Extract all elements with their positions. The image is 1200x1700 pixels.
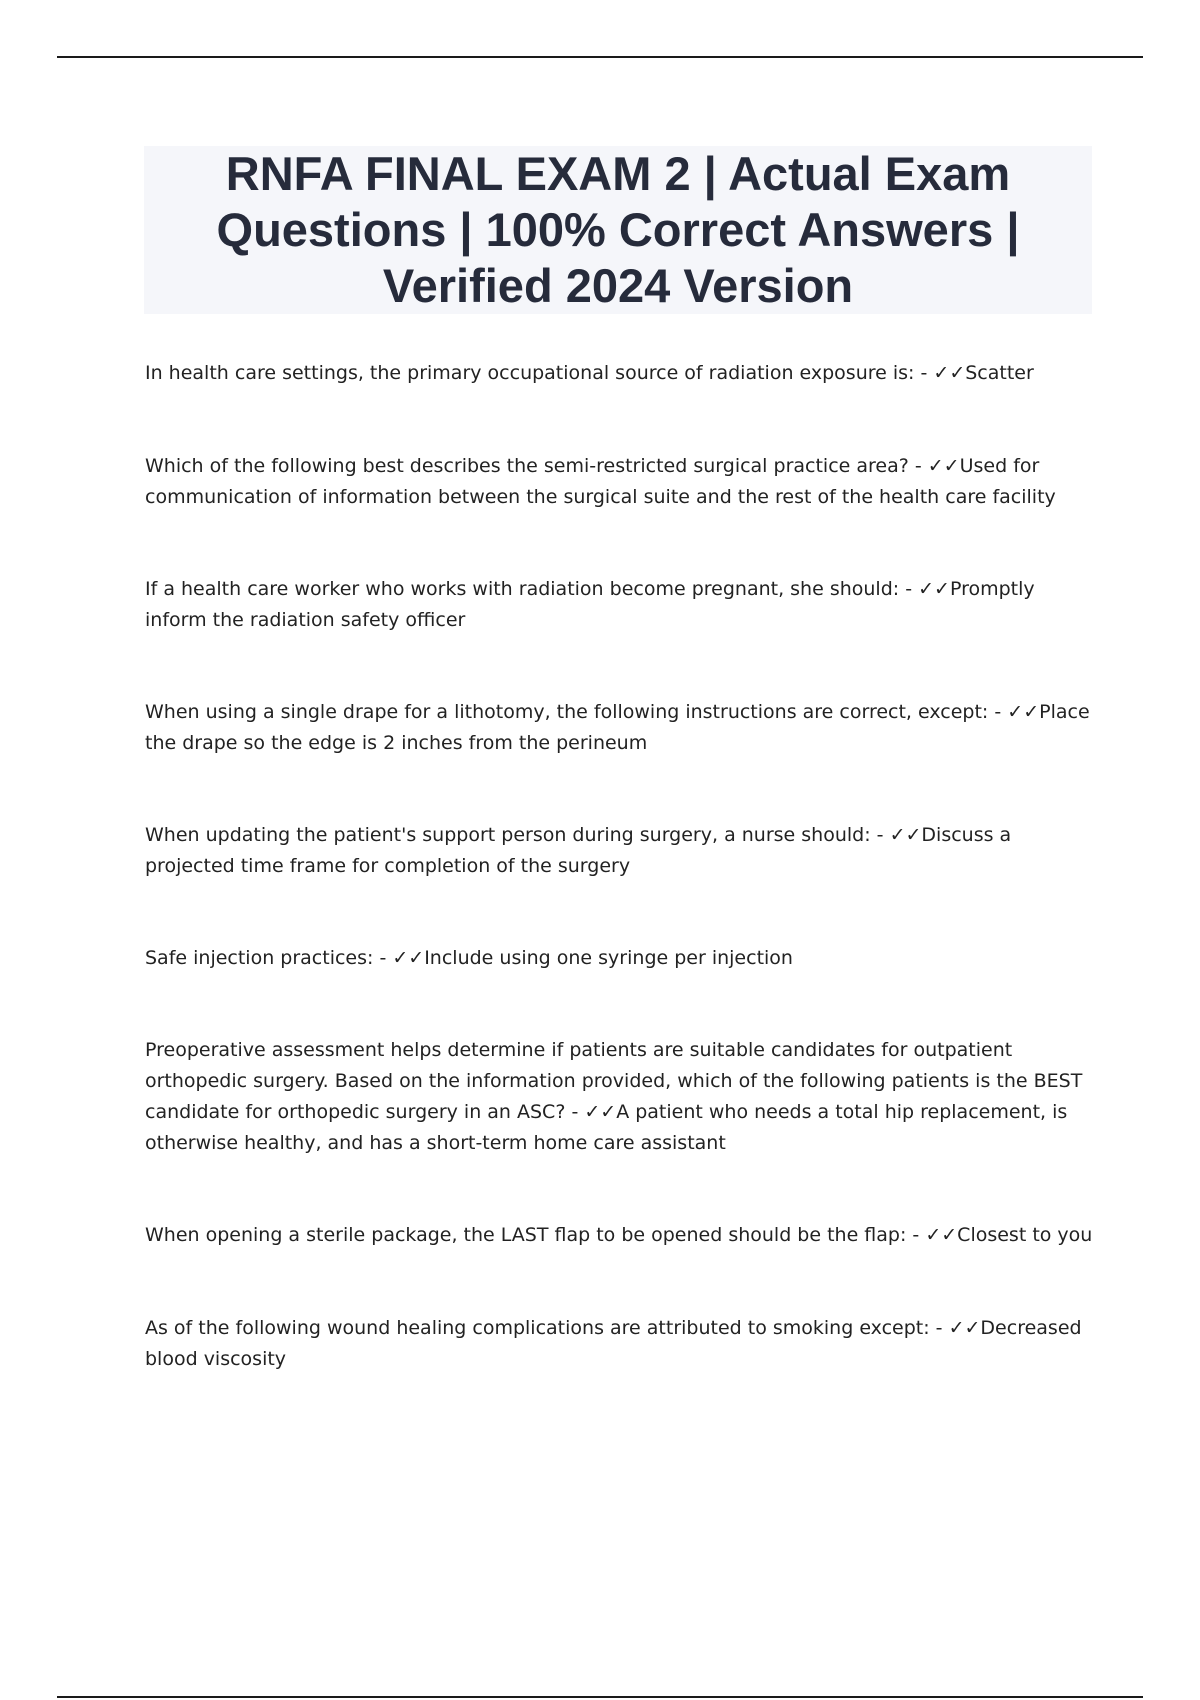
question-text: If a health care worker who works with radiation become pregnant, she should: xyxy=(145,578,900,600)
answer-text: Include using one syringe per injection xyxy=(424,947,793,969)
separator: - xyxy=(899,578,919,600)
question-text: When updating the patient's support person during surgery, a nurse should: xyxy=(145,824,871,846)
check-marks-icon: ✓✓ xyxy=(392,947,425,969)
separator: - xyxy=(906,1224,926,1246)
question-item xyxy=(145,451,1095,513)
question-item xyxy=(145,943,1095,974)
question-text: Safe injection practices: xyxy=(145,947,374,969)
check-marks-icon: ✓✓ xyxy=(925,1224,958,1246)
separator: - xyxy=(908,455,928,477)
question-text: Which of the following best describes the semi-restricted surgical practice area? xyxy=(145,455,909,477)
question-text: When using a single drape for a lithotomy, the following instructions are correct, except: xyxy=(145,701,989,723)
question-item xyxy=(145,697,1095,759)
answer-text: Used for communication of information between the surgical suite and the rest of the health care facility xyxy=(145,455,1056,508)
question-item xyxy=(145,574,1095,636)
question-item xyxy=(145,820,1095,882)
answer-text: Place the drape so the edge is 2 inches from the perineum xyxy=(145,701,1090,754)
check-marks-icon: ✓✓ xyxy=(933,362,966,384)
answer-text: Promptly inform the radiation safety officer xyxy=(145,578,1035,631)
check-marks-icon: ✓✓ xyxy=(889,824,922,846)
check-marks-icon: ✓✓ xyxy=(948,1317,981,1339)
answer-text: Decreased blood viscosity xyxy=(145,1317,1082,1370)
question-text: In health care settings, the primary occupational source of radiation exposure is: xyxy=(145,362,915,384)
answer-text: Closest to you xyxy=(957,1224,1093,1246)
check-marks-icon: ✓✓ xyxy=(918,578,950,600)
question-text: As of the following wound healing complications are attributed to smoking except: xyxy=(145,1317,930,1339)
check-marks-icon: ✓✓ xyxy=(584,1101,617,1123)
separator: - xyxy=(373,947,393,969)
answer-text: Discuss a projected time frame for completion of the surgery xyxy=(145,824,1012,877)
question-text: When opening a sterile package, the LAST flap to be opened should be the flap: xyxy=(145,1224,907,1246)
check-marks-icon: ✓✓ xyxy=(927,455,960,477)
separator: - xyxy=(988,701,1008,723)
separator: - xyxy=(870,824,890,846)
question-item xyxy=(145,1220,1095,1251)
check-marks-icon: ✓✓ xyxy=(1007,701,1040,723)
bottom-divider xyxy=(57,1696,1143,1698)
answer-text: A patient who needs a total hip replacement, is otherwise healthy, and has a short-term home care assistant xyxy=(145,1101,1068,1154)
separator: - xyxy=(914,362,934,384)
answer-text: Scatter xyxy=(965,362,1034,384)
question-item xyxy=(145,1313,1095,1375)
separator: - xyxy=(929,1317,949,1339)
document-title: RNFA FINAL EXAM 2 | Actual Exam Questions | 100% Correct Answers | Verified 2024 Version xyxy=(216,147,1020,312)
question-item xyxy=(145,358,1095,389)
title-banner xyxy=(144,146,1092,314)
question-text: Preoperative assessment helps determine if patients are suitable candidates for outpatient orthopedic surgery. Based on the information provided, which of the following patients is the BEST candidate for orthopedic surgery in an ASC? xyxy=(145,1039,1083,1123)
separator: - xyxy=(565,1101,585,1123)
question-item xyxy=(145,1035,1095,1159)
top-divider xyxy=(57,56,1143,58)
